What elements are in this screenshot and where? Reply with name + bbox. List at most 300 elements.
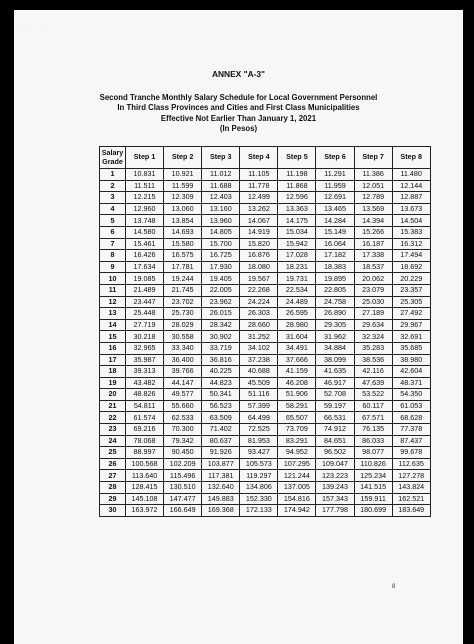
salary-grade-cell: 15 <box>100 331 126 343</box>
salary-cell: 110.826 <box>354 458 392 470</box>
salary-cell: 31.962 <box>316 331 354 343</box>
salary-cell: 26.303 <box>240 308 278 320</box>
salary-cell: 39.313 <box>126 366 164 378</box>
salary-cell: 163.972 <box>126 505 164 517</box>
salary-cell: 22.534 <box>278 284 316 296</box>
salary-cell: 24.224 <box>240 296 278 308</box>
salary-cell: 12.403 <box>202 192 240 204</box>
table-row <box>100 354 431 366</box>
salary-cell: 11.868 <box>278 180 316 192</box>
table-row <box>100 435 431 447</box>
step-header: Step 1 <box>126 147 164 169</box>
salary-cell: 54.350 <box>392 389 430 401</box>
salary-cell: 41.635 <box>316 366 354 378</box>
table-row <box>100 447 431 459</box>
salary-cell: 13.060 <box>164 203 202 215</box>
salary-cell: 115.496 <box>164 470 202 482</box>
salary-cell: 13.262 <box>240 203 278 215</box>
salary-cell: 98.077 <box>354 447 392 459</box>
salary-cell: 127.278 <box>392 470 430 482</box>
salary-cell: 13.748 <box>126 215 164 227</box>
salary-cell: 13.465 <box>316 203 354 215</box>
salary-cell: 30.218 <box>126 331 164 343</box>
table-row <box>100 284 431 296</box>
salary-cell: 143.824 <box>392 482 430 494</box>
salary-grade-cell: 28 <box>100 482 126 494</box>
salary-cell: 70.300 <box>164 424 202 436</box>
salary-cell: 27.492 <box>392 308 430 320</box>
salary-cell: 26.595 <box>278 308 316 320</box>
salary-cell: 172.133 <box>240 505 278 517</box>
salary-grade-cell: 27 <box>100 470 126 482</box>
salary-cell: 16.725 <box>202 250 240 262</box>
salary-cell: 14.175 <box>278 215 316 227</box>
salary-cell: 79.342 <box>164 435 202 447</box>
salary-cell: 16.312 <box>392 238 430 250</box>
salary-cell: 19.244 <box>164 273 202 285</box>
salary-cell: 11.959 <box>316 180 354 192</box>
salary-cell: 19.731 <box>278 273 316 285</box>
salary-cell: 56.523 <box>202 400 240 412</box>
salary-cell: 10.921 <box>164 169 202 181</box>
salary-cell: 47.639 <box>354 377 392 389</box>
salary-grade-cell: 13 <box>100 308 126 320</box>
salary-cell: 12.051 <box>354 180 392 192</box>
salary-cell: 42.116 <box>354 366 392 378</box>
salary-grade-cell: 8 <box>100 250 126 262</box>
salary-cell: 60.117 <box>354 400 392 412</box>
salary-grade-cell: 10 <box>100 273 126 285</box>
table-row <box>100 412 431 424</box>
table-row <box>100 493 431 505</box>
salary-grade-cell: 7 <box>100 238 126 250</box>
salary-cell: 26.890 <box>316 308 354 320</box>
salary-cell: 15.461 <box>126 238 164 250</box>
salary-grade-cell: 17 <box>100 354 126 366</box>
salary-cell: 109.047 <box>316 458 354 470</box>
scan-speck: · <box>29 26 31 32</box>
salary-grade-cell: 3 <box>100 192 126 204</box>
title-line: Second Tranche Monthly Salary Schedule for Local Government Personnel <box>99 93 378 102</box>
salary-cell: 91.926 <box>202 447 240 459</box>
salary-cell: 40.688 <box>240 366 278 378</box>
salary-cell: 134.806 <box>240 482 278 494</box>
salary-cell: 15.383 <box>392 226 430 238</box>
salary-cell: 149.883 <box>202 493 240 505</box>
salary-cell: 14.284 <box>316 215 354 227</box>
salary-cell: 51.116 <box>240 389 278 401</box>
salary-cell: 22.268 <box>240 284 278 296</box>
table-row <box>100 238 431 250</box>
salary-cell: 16.876 <box>240 250 278 262</box>
salary-cell: 14.394 <box>354 215 392 227</box>
salary-cell: 93.427 <box>240 447 278 459</box>
salary-cell: 103.877 <box>202 458 240 470</box>
salary-cell: 50.341 <box>202 389 240 401</box>
salary-cell: 32.691 <box>392 331 430 343</box>
salary-cell: 21.745 <box>164 284 202 296</box>
salary-cell: 44.823 <box>202 377 240 389</box>
salary-cell: 68.628 <box>392 412 430 424</box>
salary-cell: 12.144 <box>392 180 430 192</box>
salary-cell: 63.509 <box>202 412 240 424</box>
table-row <box>100 308 431 320</box>
title-line: (In Pesos) <box>219 123 258 133</box>
salary-grade-cell: 30 <box>100 505 126 517</box>
table-row <box>100 250 431 262</box>
step-header: Step 3 <box>202 147 240 169</box>
salary-cell: 11.198 <box>278 169 316 181</box>
salary-cell: 64.499 <box>240 412 278 424</box>
table-row <box>100 470 431 482</box>
salary-cell: 139.243 <box>316 482 354 494</box>
salary-cell: 76.135 <box>354 424 392 436</box>
salary-cell: 37.666 <box>278 354 316 366</box>
salary-cell: 28.029 <box>164 319 202 331</box>
table-header-row <box>100 147 431 169</box>
salary-cell: 159.911 <box>354 493 392 505</box>
salary-grade-cell: 12 <box>100 296 126 308</box>
salary-cell: 152.330 <box>240 493 278 505</box>
salary-cell: 66.531 <box>316 412 354 424</box>
salary-cell: 37.238 <box>240 354 278 366</box>
table-row <box>100 342 431 354</box>
salary-cell: 112.635 <box>392 458 430 470</box>
salary-cell: 12.960 <box>126 203 164 215</box>
table-row <box>100 180 431 192</box>
salary-cell: 31.604 <box>278 331 316 343</box>
salary-cell: 73.709 <box>278 424 316 436</box>
salary-cell: 30.558 <box>164 331 202 343</box>
salary-cell: 33.340 <box>164 342 202 354</box>
table-row <box>100 169 431 181</box>
salary-cell: 26.015 <box>202 308 240 320</box>
salary-cell: 28.660 <box>240 319 278 331</box>
salary-cell: 90.450 <box>164 447 202 459</box>
salary-cell: 16.187 <box>354 238 392 250</box>
scan-speck: · <box>18 26 20 32</box>
salary-cell: 11.012 <box>202 169 240 181</box>
salary-cell: 15.580 <box>164 238 202 250</box>
salary-cell: 19.085 <box>126 273 164 285</box>
salary-cell: 18.692 <box>392 261 430 273</box>
salary-cell: 33.719 <box>202 342 240 354</box>
title-line: In Third Class Provinces and Cities and First Class Municipalities <box>117 103 360 113</box>
salary-cell: 15.942 <box>278 238 316 250</box>
salary-cell: 19.405 <box>202 273 240 285</box>
table-body <box>100 169 431 517</box>
salary-cell: 38.099 <box>316 354 354 366</box>
salary-cell: 17.634 <box>126 261 164 273</box>
document-page <box>14 10 463 644</box>
salary-cell: 11.599 <box>164 180 202 192</box>
table-row <box>100 226 431 238</box>
salary-cell: 128.415 <box>126 482 164 494</box>
salary-cell: 177.798 <box>316 505 354 517</box>
salary-grade-cell: 9 <box>100 261 126 273</box>
salary-cell: 35.987 <box>126 354 164 366</box>
salary-cell: 17.781 <box>164 261 202 273</box>
salary-grade-cell: 14 <box>100 319 126 331</box>
salary-cell: 27.719 <box>126 319 164 331</box>
salary-cell: 11.105 <box>240 169 278 181</box>
salary-grade-cell: 26 <box>100 458 126 470</box>
salary-cell: 48.371 <box>392 377 430 389</box>
salary-cell: 55.660 <box>164 400 202 412</box>
salary-cell: 24.758 <box>316 296 354 308</box>
salary-cell: 23.702 <box>164 296 202 308</box>
salary-cell: 11.511 <box>126 180 164 192</box>
table-row <box>100 377 431 389</box>
salary-cell: 13.363 <box>278 203 316 215</box>
salary-cell: 29.967 <box>392 319 430 331</box>
salary-cell: 15.700 <box>202 238 240 250</box>
salary-cell: 166.649 <box>164 505 202 517</box>
salary-cell: 12.887 <box>392 192 430 204</box>
salary-cell: 105.573 <box>240 458 278 470</box>
salary-cell: 14.919 <box>240 226 278 238</box>
salary-cell: 25.030 <box>354 296 392 308</box>
table-row <box>100 273 431 285</box>
salary-cell: 18.080 <box>240 261 278 273</box>
salary-cell: 99.678 <box>392 447 430 459</box>
salary-cell: 34.102 <box>240 342 278 354</box>
salary-cell: 20.229 <box>392 273 430 285</box>
document-title <box>14 93 463 134</box>
salary-grade-cell: 19 <box>100 377 126 389</box>
salary-grade-cell: 18 <box>100 366 126 378</box>
salary-cell: 21.489 <box>126 284 164 296</box>
salary-cell: 174.942 <box>278 505 316 517</box>
salary-cell: 130.510 <box>164 482 202 494</box>
salary-cell: 183.649 <box>392 505 430 517</box>
table-row <box>100 296 431 308</box>
salary-cell: 14.580 <box>126 226 164 238</box>
step-header: Step 8 <box>392 147 430 169</box>
salary-cell: 17.494 <box>392 250 430 262</box>
salary-cell: 23.079 <box>354 284 392 296</box>
salary-cell: 14.504 <box>392 215 430 227</box>
salary-cell: 25.730 <box>164 308 202 320</box>
salary-cell: 81.953 <box>240 435 278 447</box>
salary-cell: 10.831 <box>126 169 164 181</box>
salary-cell: 54.811 <box>126 400 164 412</box>
table-row <box>100 482 431 494</box>
salary-cell: 17.930 <box>202 261 240 273</box>
salary-cell: 22.805 <box>316 284 354 296</box>
salary-cell: 125.234 <box>354 470 392 482</box>
salary-cell: 45.509 <box>240 377 278 389</box>
salary-cell: 100.568 <box>126 458 164 470</box>
table-row <box>100 192 431 204</box>
salary-grade-cell: 4 <box>100 203 126 215</box>
step-header: Step 6 <box>316 147 354 169</box>
step-header: Step 7 <box>354 147 392 169</box>
salary-cell: 51.906 <box>278 389 316 401</box>
salary-cell: 16.575 <box>164 250 202 262</box>
step-header: Step 5 <box>278 147 316 169</box>
salary-cell: 53.522 <box>354 389 392 401</box>
salary-cell: 180.699 <box>354 505 392 517</box>
salary-grade-cell: 5 <box>100 215 126 227</box>
salary-cell: 145.108 <box>126 493 164 505</box>
salary-cell: 15.820 <box>240 238 278 250</box>
salary-cell: 23.962 <box>202 296 240 308</box>
salary-cell: 43.482 <box>126 377 164 389</box>
page-number: 8 <box>392 584 396 590</box>
salary-cell: 169.368 <box>202 505 240 517</box>
salary-cell: 57.399 <box>240 400 278 412</box>
salary-cell: 77.378 <box>392 424 430 436</box>
salary-cell: 12.789 <box>354 192 392 204</box>
salary-cell: 46.208 <box>278 377 316 389</box>
salary-cell: 69.216 <box>126 424 164 436</box>
table-row <box>100 203 431 215</box>
salary-cell: 44.147 <box>164 377 202 389</box>
salary-grade-cell: 25 <box>100 447 126 459</box>
salary-cell: 36.816 <box>202 354 240 366</box>
salary-cell: 11.480 <box>392 169 430 181</box>
salary-cell: 154.816 <box>278 493 316 505</box>
salary-cell: 71.402 <box>202 424 240 436</box>
salary-cell: 23.357 <box>392 284 430 296</box>
salary-cell: 41.159 <box>278 366 316 378</box>
salary-cell: 39.766 <box>164 366 202 378</box>
salary-cell: 121.244 <box>278 470 316 482</box>
salary-cell: 94.952 <box>278 447 316 459</box>
salary-cell: 157.343 <box>316 493 354 505</box>
salary-cell: 12.215 <box>126 192 164 204</box>
salary-grade-cell: 21 <box>100 400 126 412</box>
salary-grade-cell: 2 <box>100 180 126 192</box>
salary-cell: 141.515 <box>354 482 392 494</box>
salary-cell: 36.400 <box>164 354 202 366</box>
salary-cell: 61.053 <box>392 400 430 412</box>
salary-cell: 38.980 <box>392 354 430 366</box>
salary-cell: 11.386 <box>354 169 392 181</box>
salary-cell: 87.437 <box>392 435 430 447</box>
salary-cell: 23.447 <box>126 296 164 308</box>
salary-cell: 78.068 <box>126 435 164 447</box>
salary-cell: 18.231 <box>278 261 316 273</box>
salary-grade-cell: 11 <box>100 284 126 296</box>
salary-grade-cell: 23 <box>100 424 126 436</box>
salary-cell: 80.637 <box>202 435 240 447</box>
salary-cell: 34.491 <box>278 342 316 354</box>
salary-cell: 32.965 <box>126 342 164 354</box>
salary-cell: 113.640 <box>126 470 164 482</box>
salary-grade-header: Salary Grade <box>100 147 126 169</box>
salary-cell: 35.283 <box>354 342 392 354</box>
salary-cell: 29.634 <box>354 319 392 331</box>
salary-grade-cell: 6 <box>100 226 126 238</box>
salary-cell: 107.295 <box>278 458 316 470</box>
salary-cell: 67.571 <box>354 412 392 424</box>
salary-cell: 28.342 <box>202 319 240 331</box>
salary-cell: 12.309 <box>164 192 202 204</box>
salary-grade-cell: 16 <box>100 342 126 354</box>
salary-cell: 162.521 <box>392 493 430 505</box>
salary-cell: 27.189 <box>354 308 392 320</box>
annex-title: ANNEX "A-3" <box>211 69 266 79</box>
salary-cell: 132.640 <box>202 482 240 494</box>
salary-grade-cell: 20 <box>100 389 126 401</box>
salary-cell: 12.691 <box>316 192 354 204</box>
salary-cell: 12.596 <box>278 192 316 204</box>
table-row <box>100 261 431 273</box>
salary-cell: 14.805 <box>202 226 240 238</box>
salary-cell: 11.778 <box>240 180 278 192</box>
salary-cell: 117.381 <box>202 470 240 482</box>
salary-grade-cell: 1 <box>100 169 126 181</box>
salary-cell: 62.533 <box>164 412 202 424</box>
scan-speck: · <box>42 26 44 32</box>
salary-cell: 65.507 <box>278 412 316 424</box>
salary-cell: 46.917 <box>316 377 354 389</box>
salary-cell: 16.426 <box>126 250 164 262</box>
table-row <box>100 505 431 517</box>
salary-cell: 12.499 <box>240 192 278 204</box>
step-header: Step 4 <box>240 147 278 169</box>
table-row <box>100 424 431 436</box>
salary-cell: 20.062 <box>354 273 392 285</box>
salary-cell: 11.291 <box>316 169 354 181</box>
salary-cell: 14.067 <box>240 215 278 227</box>
salary-cell: 84.651 <box>316 435 354 447</box>
salary-cell: 14.693 <box>164 226 202 238</box>
table-row <box>100 331 431 343</box>
salary-cell: 28.980 <box>278 319 316 331</box>
salary-cell: 17.338 <box>354 250 392 262</box>
salary-cell: 119.297 <box>240 470 278 482</box>
salary-cell: 88.997 <box>126 447 164 459</box>
salary-cell: 25.448 <box>126 308 164 320</box>
salary-cell: 13.160 <box>202 203 240 215</box>
salary-cell: 58.291 <box>278 400 316 412</box>
salary-cell: 40.225 <box>202 366 240 378</box>
salary-cell: 18.383 <box>316 261 354 273</box>
salary-cell: 13.673 <box>392 203 430 215</box>
salary-cell: 42.604 <box>392 366 430 378</box>
salary-cell: 96.502 <box>316 447 354 459</box>
salary-cell: 11.688 <box>202 180 240 192</box>
salary-cell: 35.685 <box>392 342 430 354</box>
salary-cell: 25.305 <box>392 296 430 308</box>
salary-cell: 49.577 <box>164 389 202 401</box>
salary-cell: 147.477 <box>164 493 202 505</box>
table-row <box>100 400 431 412</box>
table-row <box>100 366 431 378</box>
table-row <box>100 458 431 470</box>
salary-cell: 19.895 <box>316 273 354 285</box>
salary-cell: 30.902 <box>202 331 240 343</box>
salary-cell: 123.223 <box>316 470 354 482</box>
salary-grade-cell: 22 <box>100 412 126 424</box>
salary-cell: 48.826 <box>126 389 164 401</box>
salary-cell: 34.884 <box>316 342 354 354</box>
salary-cell: 31.252 <box>240 331 278 343</box>
salary-cell: 83.291 <box>278 435 316 447</box>
salary-cell: 24.489 <box>278 296 316 308</box>
salary-cell: 29.305 <box>316 319 354 331</box>
table-row <box>100 215 431 227</box>
salary-cell: 18.537 <box>354 261 392 273</box>
salary-cell: 102.209 <box>164 458 202 470</box>
salary-cell: 17.028 <box>278 250 316 262</box>
salary-cell: 32.324 <box>354 331 392 343</box>
table-row <box>100 319 431 331</box>
salary-cell: 13.854 <box>164 215 202 227</box>
